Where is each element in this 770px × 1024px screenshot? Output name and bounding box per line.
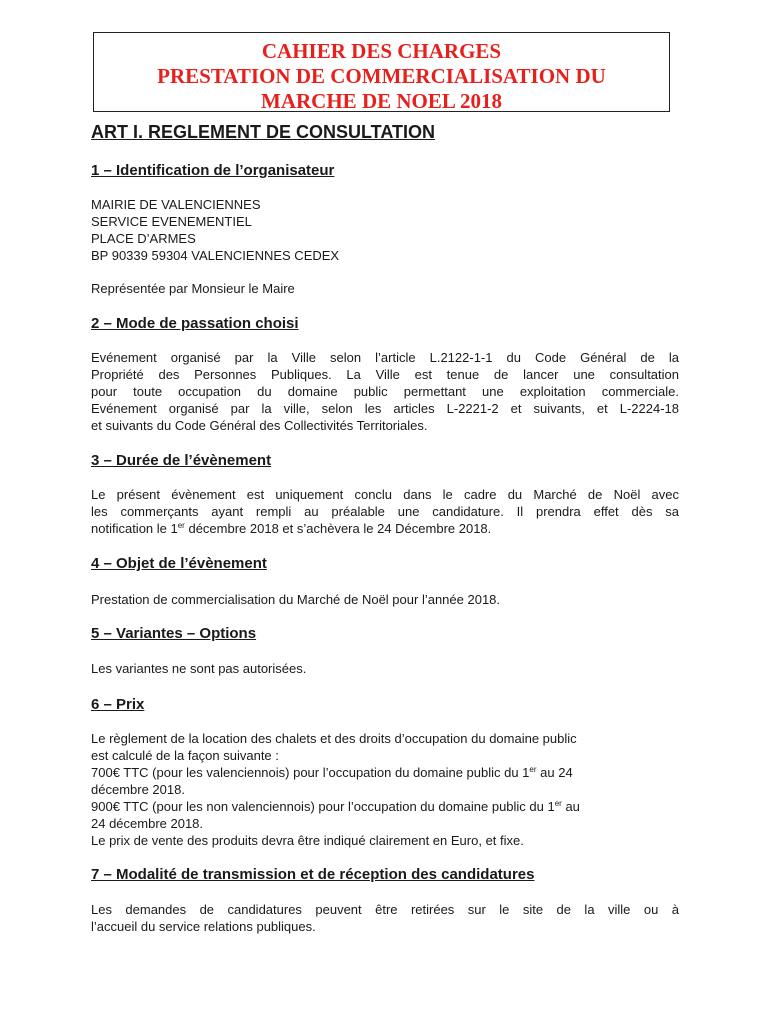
paragraph-line: décembre 2018. <box>91 782 185 797</box>
paragraph-line: et suivants du Code Général des Collectivités Territoriales. <box>91 418 428 433</box>
title-line-1: CAHIER DES CHARGES <box>261 39 502 63</box>
paragraph-line: Le présent évènement est uniquement conclu dans le cadre du Marché de Noël avec <box>91 487 679 502</box>
title-line-2: PRESTATION DE COMMERCIALISATION DU <box>157 64 606 88</box>
title-box <box>93 32 670 112</box>
address-line: SERVICE EVENEMENTIEL <box>91 214 252 229</box>
text-part: notification le 1 <box>91 521 178 536</box>
address-line: MAIRIE DE VALENCIENNES <box>91 197 261 212</box>
paragraph-line <box>91 798 679 815</box>
paragraph-line: Les variantes ne sont pas autorisées. <box>91 661 307 676</box>
section-5-text <box>91 660 679 677</box>
paragraph-line: Le prix de vente des produits devra être indiqué clairement en Euro, et fixe. <box>91 833 524 848</box>
represented-text: Représentée par Monsieur le Maire <box>91 281 295 296</box>
paragraph-line: Evénement organisé par la ville, selon les articles L-2221-2 et suivants, et L-2224-18 <box>91 401 679 416</box>
section-2-text <box>91 349 679 434</box>
section-7-heading: 7 – Modalité de transmission et de réception des candidatures <box>91 866 535 883</box>
section-2-heading: 2 – Mode de passation choisi <box>91 315 299 332</box>
text-part: décembre 2018 et s’achèvera le 24 Décembre 2018. <box>184 521 492 536</box>
paragraph-line: Evénement organisé par la Ville selon l’article L.2122-1-1 du Code Général de la <box>91 350 679 365</box>
superscript: er <box>529 765 537 774</box>
section-5-heading: 5 – Variantes – Options <box>91 625 257 642</box>
paragraph-line: pour toute occupation du domaine public permettant une exploitation commerciale. <box>91 384 679 399</box>
title-line-3: MARCHE DE NOEL 2018 <box>261 89 502 113</box>
section-6-heading: 6 – Prix <box>91 696 145 713</box>
text-part: 700€ TTC (pour les valenciennois) pour l’occupation du domaine public du 1 <box>91 765 530 780</box>
paragraph-line: est calculé de la façon suivante : <box>91 748 279 763</box>
paragraph-line: l’accueil du service relations publiques. <box>91 919 316 934</box>
paragraph-line: Propriété des Personnes Publiques. La Ville est tenue de lancer une consultation <box>91 367 679 382</box>
organizer-address <box>91 196 679 264</box>
section-1-heading: 1 – Identification de l’organisateur <box>91 162 335 179</box>
paragraph-line: Prestation de commercialisation du Marché de Noël pour l’année 2018. <box>91 592 501 607</box>
section-4-heading: 4 – Objet de l’évènement <box>91 555 267 572</box>
paragraph-line <box>91 764 679 781</box>
section-3-text <box>91 486 679 537</box>
text-part: au 24 <box>536 765 573 780</box>
address-line: BP 90339 59304 VALENCIENNES CEDEX <box>91 248 340 263</box>
text-part: au <box>561 799 580 814</box>
paragraph-line: les commerçants ayant rempli au préalable une candidature. Il prendra effet dès sa <box>91 504 679 519</box>
superscript: er <box>554 799 562 808</box>
superscript: er <box>177 521 185 530</box>
paragraph-line: 24 décembre 2018. <box>91 816 204 831</box>
address-line: PLACE D’ARMES <box>91 231 196 246</box>
article-heading: ART I. REGLEMENT DE CONSULTATION <box>91 122 435 142</box>
section-4-text <box>91 591 679 608</box>
section-6-text <box>91 730 679 849</box>
section-3-heading: 3 – Durée de l’évènement <box>91 452 272 469</box>
paragraph-line: Le règlement de la location des chalets et des droits d’occupation du domaine public <box>91 731 577 746</box>
paragraph-line: Les demandes de candidatures peuvent être retirées sur le site de la ville ou à <box>91 902 679 917</box>
paragraph-line <box>91 520 679 537</box>
text-part: 900€ TTC (pour les non valenciennois) pour l’occupation du domaine public du 1 <box>91 799 555 814</box>
section-7-text <box>91 901 679 935</box>
represented-by <box>91 280 679 297</box>
